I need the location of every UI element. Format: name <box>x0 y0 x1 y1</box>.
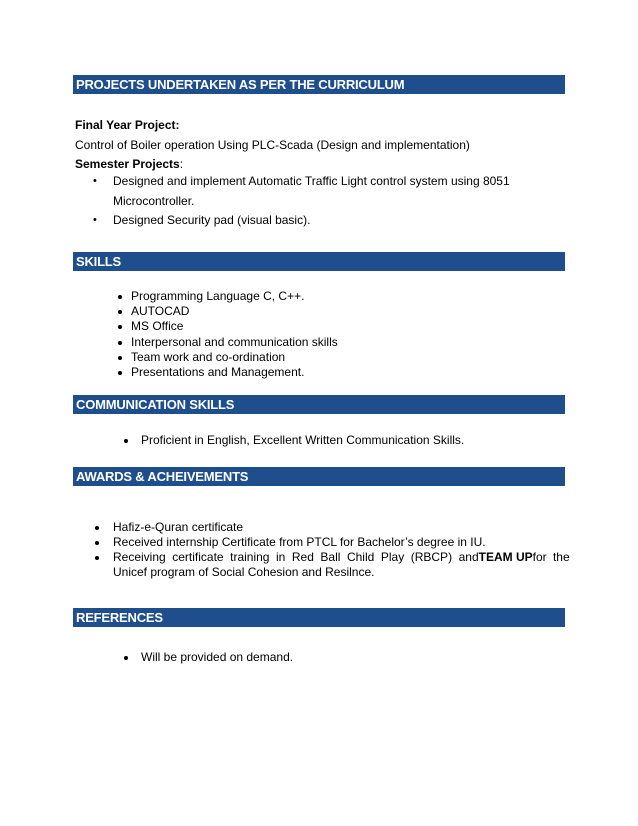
final-year-text: Control of Boiler operation Using PLC-Scada (Design and implementation) <box>75 138 470 152</box>
final-year-label: Final Year Project: <box>75 118 180 132</box>
semester-item-continued: Microcontroller. <box>113 194 195 208</box>
semester-colon: : <box>179 157 184 171</box>
semester-label-line <box>75 157 183 172</box>
skill-item: Presentations and Management. <box>131 365 305 379</box>
skill-item: Team work and co-ordination <box>131 350 286 364</box>
semester-label: Semester Projects <box>75 157 180 171</box>
bullet-icon <box>118 325 122 329</box>
skill-item: AUTOCAD <box>131 304 190 318</box>
bullet-icon <box>95 556 99 560</box>
skill-item: MS Office <box>131 319 184 333</box>
bullet-icon <box>118 356 122 360</box>
section-heading-projects: PROJECTS UNDERTAKEN AS PER THE CURRICULUM <box>73 75 565 94</box>
bullet-icon <box>118 341 122 345</box>
bullet-icon <box>118 371 122 375</box>
section-heading-awards: AWARDS & ACHEIVEMENTS <box>73 467 565 486</box>
award-item: Received internship Certificate from PTCL for Bachelor’s degree in IU. <box>113 535 486 549</box>
award-item-text-end: for the <box>532 550 570 564</box>
reference-item: Will be provided on demand. <box>141 650 294 664</box>
award-item-bold: TEAM UP <box>478 550 533 564</box>
section-heading-communication: COMMUNICATION SKILLS <box>73 395 565 414</box>
award-item-line1 <box>113 550 570 565</box>
semester-item: Designed and implement Automatic Traffic Light control system using 8051 <box>113 174 510 188</box>
award-item: Hafiz-e-Quran certificate <box>113 520 244 534</box>
section-heading-skills: SKILLS <box>73 252 565 271</box>
bullet-icon <box>124 439 128 443</box>
communication-item: Proficient in English, Excellent Written Communication Skills. <box>141 433 465 447</box>
bullet-icon: • <box>93 214 97 226</box>
bullet-icon <box>118 310 122 314</box>
semester-item: Designed Security pad (visual basic). <box>113 213 311 227</box>
award-item-line2: Unicef program of Social Cohesion and Resilnce. <box>113 565 375 579</box>
bullet-icon <box>95 526 99 530</box>
skill-item: Programming Language C, C++. <box>131 289 305 303</box>
section-heading-references: REFERENCES <box>73 608 565 627</box>
bullet-icon: • <box>93 175 97 187</box>
award-item-text: Receiving certificate training in Red Ball Child Play (RBCP) and <box>113 550 479 564</box>
skill-item: Interpersonal and communication skills <box>131 335 338 349</box>
bullet-icon <box>95 541 99 545</box>
bullet-icon <box>124 656 128 660</box>
bullet-icon <box>118 295 122 299</box>
